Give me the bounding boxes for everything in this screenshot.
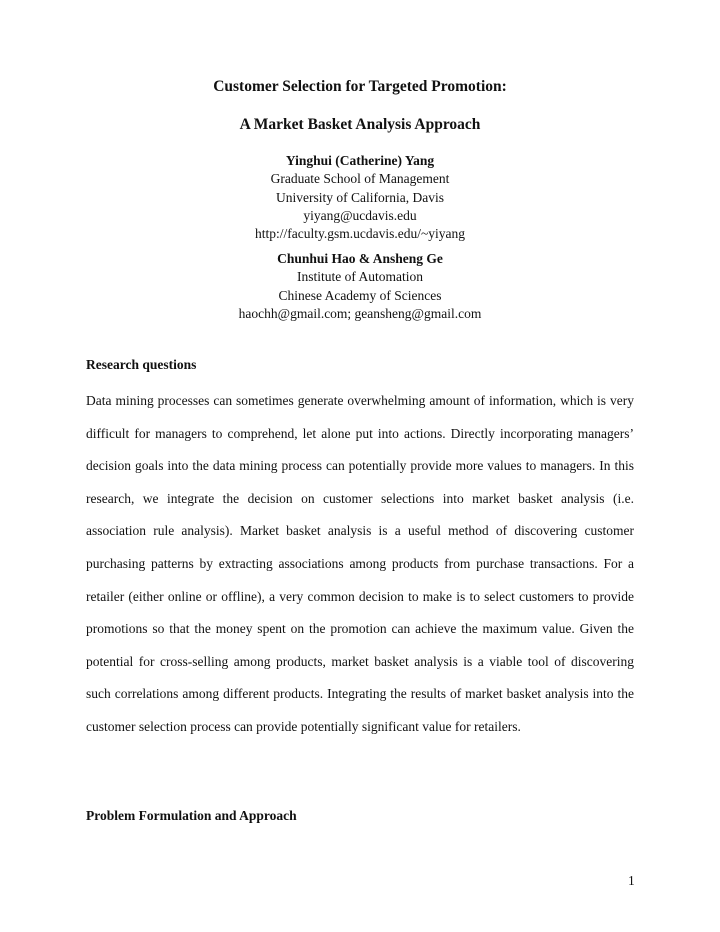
author-email: haochh@gmail.com; geansheng@gmail.com bbox=[238, 305, 482, 321]
author-block-1 bbox=[0, 152, 720, 243]
section-heading-research-questions: Research questions bbox=[86, 357, 197, 372]
author-email: yiyang@ucdavis.edu bbox=[303, 207, 417, 223]
author-institution: Chinese Academy of Sciences bbox=[278, 287, 442, 303]
author-affiliation: Graduate School of Management bbox=[270, 171, 450, 187]
author-name: Yinghui (Catherine) Yang bbox=[285, 153, 435, 168]
title-line-1: Customer Selection for Targeted Promotion: bbox=[213, 78, 507, 95]
author-name: Chunhui Hao & Ansheng Ge bbox=[277, 251, 443, 266]
body-paragraph: Data mining processes can sometimes generate overwhelming amount of information, which is very difficult for managers to comprehend, let alone put into actions. Directly incorporating managers’ decision goals into the data mining process can potentially provide more values to managers. In this research, we integrate the decision on customer selections into market basket analysis (i.e. association rule analysis). Market basket analysis is a useful method of discovering customer purchasing patterns by extracting associations among products from purchase transactions. For a retailer (either online or offline), a very common decision to make is to select customers to provide promotions so that the money spent on the promotion can achieve the maximum value. Given the potential for cross-selling among products, market basket analysis is a viable tool of discovering such correlations among different products. Integrating the results of market basket analysis into the customer selection process can provide potentially significant value for retailers. bbox=[86, 393, 634, 734]
section-heading-problem-formulation: Problem Formulation and Approach bbox=[86, 808, 297, 823]
author-institution: University of California, Davis bbox=[276, 189, 444, 205]
page-number: 1 bbox=[628, 873, 635, 888]
title-line-2: A Market Basket Analysis Approach bbox=[239, 116, 481, 133]
author-url: http://faculty.gsm.ucdavis.edu/~yiyang bbox=[254, 226, 465, 242]
author-affiliation: Institute of Automation bbox=[297, 269, 423, 285]
author-block-2 bbox=[0, 250, 720, 323]
